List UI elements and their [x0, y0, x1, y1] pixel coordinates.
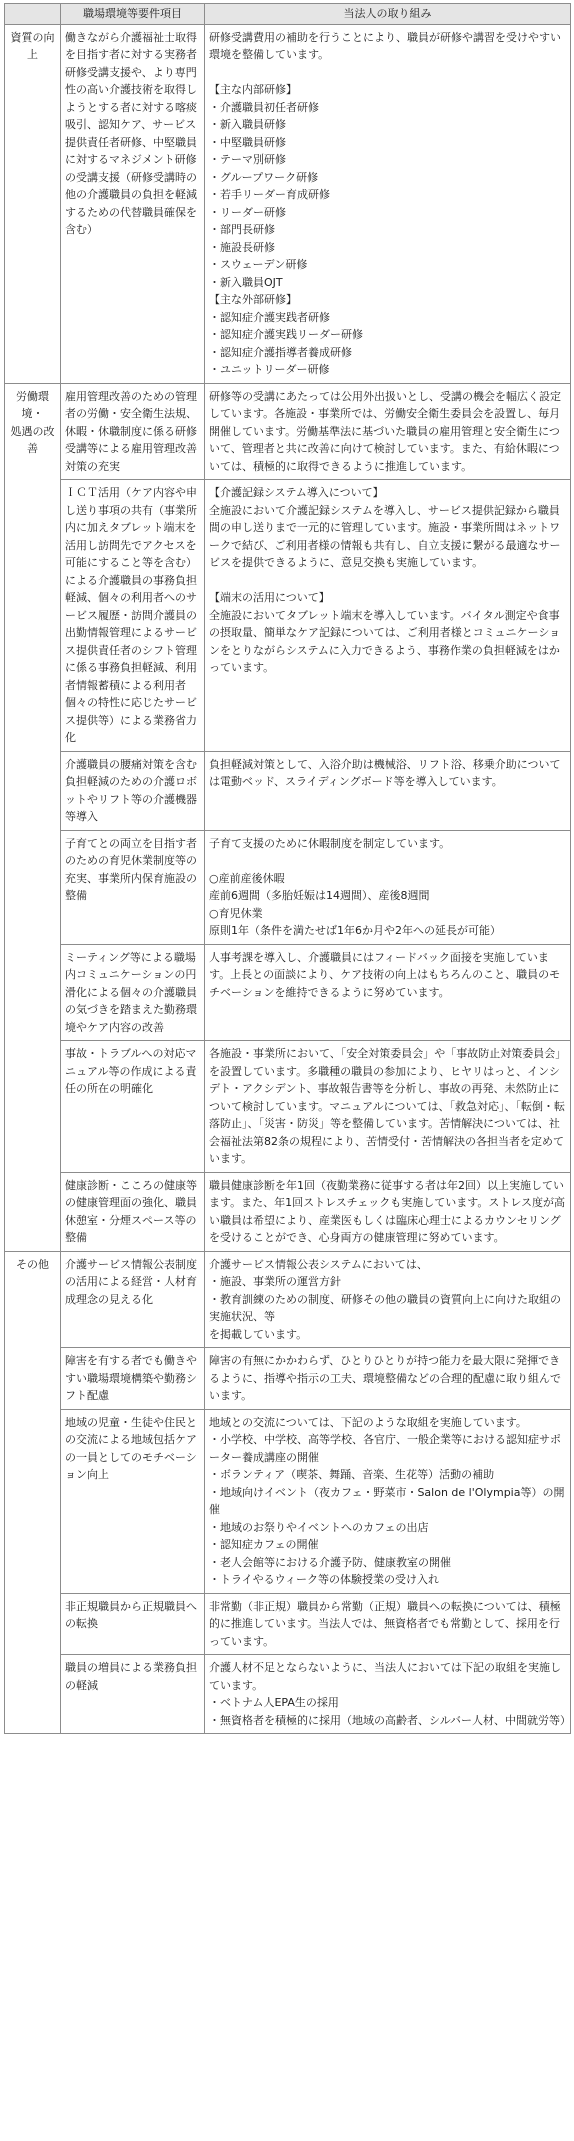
requirement-cell: ミーティング等による職場内コミュニケーションの円滑化による個々の介護職員の気づきを踏まえた勤務環境やケア内容の改善 — [61, 944, 205, 1041]
action-line: ・若手リーダー育成研修 — [209, 188, 330, 201]
action-line: ・ベトナム人EPA生の採用 — [209, 1696, 339, 1709]
action-line: ・認知症介護指導者養成研修 — [209, 345, 352, 359]
action-cell — [205, 1348, 571, 1410]
requirement-cell: 地域の児童・生徒や住民との交流による地域包括ケアの一員としてのモチベーション向上 — [61, 1409, 205, 1593]
action-line: ・地域のお祭りやイベントへのカフェの出店 — [209, 1520, 429, 1534]
table-row — [5, 1409, 571, 1593]
action-line: 【主な外部研修】 — [209, 293, 297, 306]
action-line: ・認知症介護実践者研修 — [209, 310, 330, 324]
table-row — [5, 383, 571, 480]
action-line: 負担軽減対策として、入浴介助は機械浴、リフト浴、移乗介助については電動ベッド、スライディングボード等を導入しています。 — [209, 757, 561, 788]
action-line: ・スウェーデン研修 — [209, 258, 308, 271]
requirement-cell: 障害を有する者でも働きやすい職場環境構築や勤務シフト配慮 — [61, 1348, 205, 1410]
action-line: ・新入職員OJT — [209, 275, 283, 289]
action-cell — [205, 1655, 571, 1734]
action-line: ・グループワーク研修 — [209, 170, 319, 184]
action-line: 各施設・事業所において、「安全対策委員会」や「事故防止対策委員会」を設置しています。多職種の職員の参加により、ヒヤリはっと、インシデト・アクシデント、事故報告書等を分析し、事故の再発、未然防止について検討しています。マニュアルについては、「救急対応」、「転倒・転落防止」、「災害・防災」等を整備しています。苦情解決については、社会福祉法第82条の規程により、苦情受付・苦情解決の各担当者を定めています。 — [209, 1047, 565, 1165]
requirement-cell: 介護職員の腰痛対策を含む負担軽減のための介護ロボットやリフト等の介護機器等導入 — [61, 751, 205, 830]
header-category — [5, 4, 61, 25]
header-action: 当法人の取り組み — [205, 4, 571, 25]
table-row — [5, 944, 571, 1041]
action-line: ○産前産後休暇 — [209, 871, 285, 885]
table-row — [5, 1348, 571, 1410]
action-line: 非常勤（非正規）職員から常勤（正規）職員への転換については、積極的に推進しています。当法人では、無資格者でも常勤として、採用を行っています。 — [209, 1599, 561, 1648]
action-line: ・中堅職員研修 — [209, 135, 286, 149]
action-cell — [205, 24, 571, 383]
table-row — [5, 830, 571, 944]
requirements-table — [4, 3, 571, 1734]
action-line: ・認知症介護実践リーダー研修 — [209, 328, 363, 341]
table-row — [5, 480, 571, 752]
header-row — [5, 4, 571, 25]
action-line: ・新入職員研修 — [209, 118, 286, 131]
page — [0, 3, 574, 1734]
action-line: ・介護職員初任者研修 — [209, 100, 319, 114]
action-line: 職員健康診断を年1回（夜勤業務に従事する者は年2回）以上実施しています。また、年1回ストレスチェックも実施しています。ストレス度が高い職員は希望により、産業医もしくは臨床心理士によるカウンセリングを受けることができ、心身両方の健康管理に努めています。 — [209, 1178, 566, 1244]
action-line: ・認知症カフェの開催 — [209, 1538, 319, 1551]
action-cell — [205, 1041, 571, 1173]
action-line: 全施設において介護記録システムを導入し、サービス提供記録から職員間の申し送りまで一元的に管理しています。施設・事業所間はネットワークで結び、ご利用者様の情報も共有し、自立支援に繋がる最適なサービスを提供できるように、意見交換も実施しています。 — [209, 503, 561, 569]
action-cell — [205, 944, 571, 1041]
action-line: ・テーマ別研修 — [209, 153, 286, 166]
blank-line — [209, 572, 566, 590]
action-line: ・ユニットリーダー研修 — [209, 363, 330, 376]
table-row — [5, 1251, 571, 1348]
category-cell: 労働環境・ 処遇の改善 — [5, 383, 61, 1251]
table-row — [5, 751, 571, 830]
requirement-cell: 働きながら介護福祉士取得を目指す者に対する実務者研修受講支援や、より専門性の高い介護技術を取得しようとする者に対する喀痰吸引、認知ケア、サービス提供責任者研修、中堅職員に対するマネジメント研修の受講支援（研修受講時の他の介護職員の負担を軽減するための代替職員確保を含む） — [61, 24, 205, 383]
blank-line — [209, 64, 566, 82]
table-header — [5, 4, 571, 25]
action-line: 全施設においてタブレット端末を導入しています。バイタル測定や食事の摂取量、簡単なケア記録については、ご利用者様とコミュニケーションをとりながらシステムに入力できるよう、事務作業の負担軽減をはかっています。 — [209, 608, 561, 674]
requirement-cell: ＩＣＴ活用（ケア内容や申し送り事項の共有（事業所内に加えタブレット端末を活用し訪問先でアクセスを可能にすること等を含む）による介護職員の事務負担軽減、個々の利用者へのサービス履歴・訪問介護員の出勤情報管理によるサービス提供責任者のシフト管理に係る事務負担軽減、利用者情報蓄積による利用者個々の特性に応じたサービス提供等）による業務省力化 — [61, 480, 205, 752]
requirement-cell: 非正規職員から正規職員への転換 — [61, 1593, 205, 1655]
table-body — [5, 24, 571, 1734]
action-line: ・トライやるウィーク等の体験授業の受け入れ — [209, 1573, 440, 1586]
action-line: 【端末の活用について】 — [209, 591, 330, 604]
action-cell — [205, 1251, 571, 1348]
action-line: ・地域向けイベント（夜カフェ・野菜市・Salon de l'Olympia等）の開催 — [209, 1485, 565, 1516]
action-line: 障害の有無にかかわらず、ひとりひとりが持つ能力を最大限に発揮できるように、指導や指示の工夫、環境整備などの合理的配慮に取り組んでいます。 — [209, 1354, 561, 1402]
table-row — [5, 24, 571, 383]
action-line: 介護人材不足とならないように、当法人においては下記の取組を実施しています。 — [209, 1661, 561, 1692]
requirement-cell: 介護サービス情報公表制度の活用による経営・人材育成理念の見える化 — [61, 1251, 205, 1348]
action-line: 子育て支援のために休暇制度を制定しています。 — [209, 836, 451, 850]
requirement-cell: 事故・トラブルへの対応マニュアル等の作成による責任の所在の明確化 — [61, 1041, 205, 1173]
action-line: ・リーダー研修 — [209, 205, 286, 219]
blank-line — [209, 852, 566, 870]
action-cell — [205, 383, 571, 480]
action-line: ・無資格者を積極的に採用（地域の高齢者、シルバー人材、中間就労等） — [209, 1713, 571, 1727]
table-row — [5, 1172, 571, 1251]
category-cell: 資質の向上 — [5, 24, 61, 383]
action-cell — [205, 1172, 571, 1251]
action-cell — [205, 751, 571, 830]
action-line: ・施設、事業所の運営方針 — [209, 1275, 341, 1288]
action-line: 研修等の受講にあたっては公用外出扱いとし、受講の機会を幅広く設定しています。各施設・事業所では、労働安全衛生委員会を設置し、毎月開催しています。労働基準法に基づいた職員の雇用管理と安全衛生について、管理者と共に改善に向けて検討しています。また、有給休暇については、積極的に取得できるように推進しています。 — [209, 389, 561, 473]
action-line: ・部門長研修 — [209, 223, 275, 236]
table-row — [5, 1593, 571, 1655]
action-cell — [205, 830, 571, 944]
requirement-cell: 職員の増員による業務負担の軽減 — [61, 1655, 205, 1734]
action-cell — [205, 1593, 571, 1655]
action-line: ・老人会館等における介護予防、健康教室の開催 — [209, 1555, 451, 1569]
requirement-cell: 雇用管理改善のための管理者の労働・安全衛生法規、休暇・休職制度に係る研修受講等による雇用管理改善対策の充実 — [61, 383, 205, 480]
requirement-cell: 子育てとの両立を目指す者のための育児休業制度等の充実、事業所内保育施設の整備 — [61, 830, 205, 944]
action-line: ・教育訓練のための制度、研修その他の職員の資質向上に向けた取組の実施状況、等 — [209, 1292, 561, 1323]
category-cell: その他 — [5, 1251, 61, 1734]
header-requirement: 職場環境等要件項目 — [61, 4, 205, 25]
table-row — [5, 1041, 571, 1173]
action-line: 原則1年（条件を満たせば1年6か月や2年への延長が可能） — [209, 924, 501, 937]
table-row — [5, 1655, 571, 1734]
action-line: ○育児休業 — [209, 906, 263, 920]
action-line: 介護サービス情報公表システムにおいては、 — [209, 1257, 428, 1271]
action-line: 地域との交流については、下記のような取組を実施しています。 — [209, 1415, 527, 1429]
action-line: 人事考課を導入し、介護職員にはフィードバック面接を実施しています。上長との面談により、ケア技術の向上はもちろんのこと、職員のモチベーションを維持できるように努めています。 — [209, 950, 561, 999]
action-line: 研修受講費用の補助を行うことにより、職員が研修や講習を受けやすい環境を整備しています。 — [209, 30, 561, 61]
action-line: を掲載しています。 — [209, 1327, 308, 1341]
action-line: 【介護記録システム導入について】 — [209, 486, 384, 499]
action-line: ・小学校、中学校、高等学校、各官庁、一般企業等における認知症サポーター養成講座の開催 — [209, 1433, 561, 1464]
action-cell — [205, 1409, 571, 1593]
action-cell — [205, 480, 571, 752]
action-line: 産前6週間（多胎妊娠は14週間）、産後8週間 — [209, 889, 430, 902]
action-line: ・施設長研修 — [209, 240, 275, 254]
action-line: ・ボランティア（喫茶、舞踊、音楽、生花等）活動の補助 — [209, 1468, 495, 1481]
requirement-cell: 健康診断・こころの健康等の健康管理面の強化、職員休憩室・分煙スペース等の整備 — [61, 1172, 205, 1251]
action-line: 【主な内部研修】 — [209, 83, 297, 96]
